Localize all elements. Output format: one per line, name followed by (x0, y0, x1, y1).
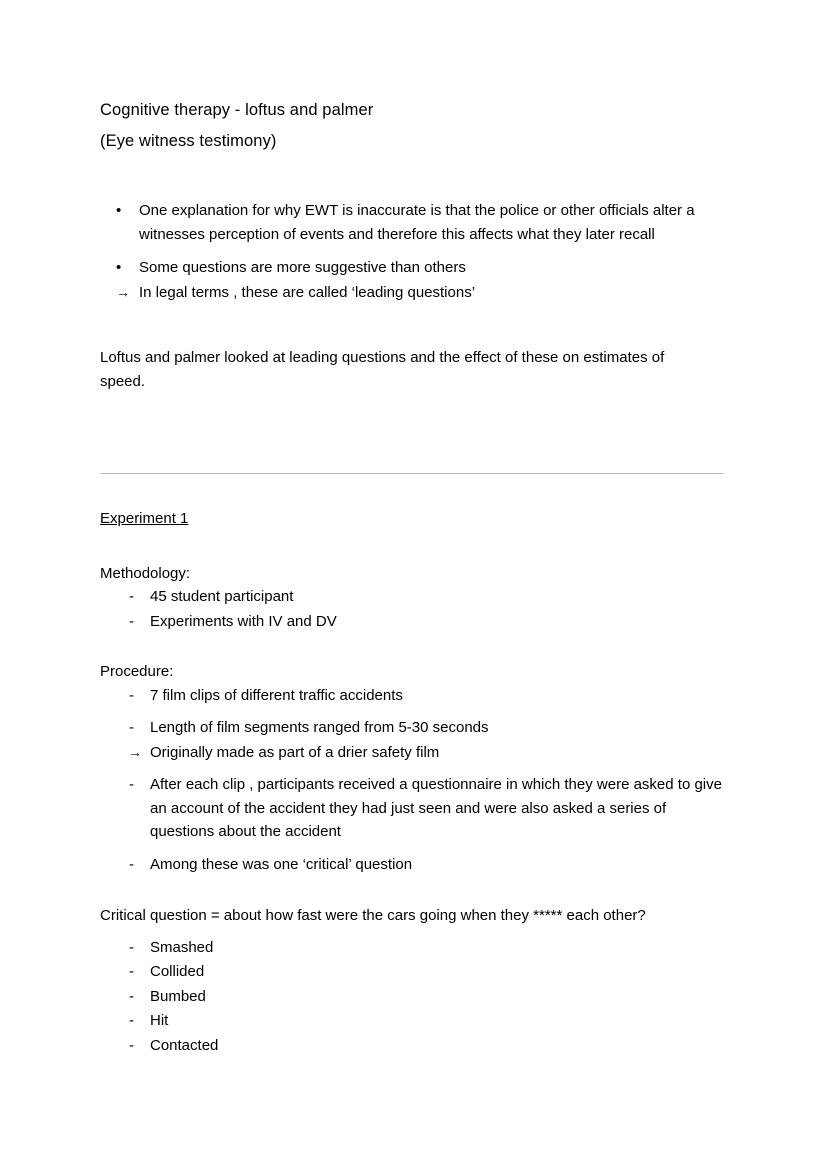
list-item-text: One explanation for why EWT is inaccurate is that the police or other officials alter a witnesses perception of events and therefore this affects what they later recall (139, 202, 695, 243)
spacer (100, 304, 728, 346)
procedure-list (100, 684, 728, 877)
critical-options-list (100, 936, 728, 1058)
list-item-text: Among these was one ‘critical’ question (150, 855, 413, 873)
list-item-text: Experiments with IV and DV (150, 612, 337, 630)
dash-icon: - (129, 855, 134, 873)
spacer (100, 157, 728, 199)
arrow-right-icon: → (128, 743, 142, 760)
spacer (100, 928, 728, 936)
arrow-note-text: In legal terms , these are called ‘leading questions’ (139, 283, 476, 301)
list-item-text: Collided (150, 963, 205, 980)
critical-question: Critical question = about how fast were the cars going when they ***** each other? (100, 907, 646, 924)
dash-icon: - (129, 1012, 134, 1029)
intro-paragraph: Loftus and palmer looked at leading questions and the effect of these on estimates of speed. (100, 349, 665, 390)
intro-arrow-note (100, 281, 728, 305)
list-item-text: Originally made as part of a drier safety film (150, 743, 440, 761)
dash-icon: - (129, 938, 134, 956)
list-item-text: 7 film clips of different traffic accidents (150, 686, 403, 704)
list-item (100, 716, 728, 740)
list-item-text: Hit (150, 1012, 169, 1029)
list-item (100, 1009, 728, 1033)
list-item (100, 585, 728, 609)
list-item (100, 960, 728, 984)
list-item-text: Contacted (150, 1036, 219, 1054)
list-item-text: Bumbed (150, 987, 206, 1005)
bullet-icon: • (116, 259, 122, 276)
list-item (100, 985, 728, 1009)
list-item (100, 684, 728, 708)
page-title: Cognitive therapy - loftus and palmer (100, 101, 374, 119)
dash-icon: - (129, 612, 134, 630)
dash-icon: - (129, 776, 134, 793)
list-item-text: 45 student participant (150, 588, 294, 605)
spacer (100, 531, 728, 562)
spacer (100, 634, 728, 660)
list-item (100, 610, 728, 634)
dash-icon: - (129, 588, 134, 605)
section-heading: Experiment 1 (100, 510, 189, 527)
dash-icon: - (129, 686, 134, 704)
list-item (100, 853, 728, 877)
experiment-heading-wrap (100, 507, 728, 531)
spacer (100, 474, 728, 507)
list-item (100, 199, 728, 246)
methodology-label: Methodology: (100, 564, 191, 582)
page-subtitle: (Eye witness testimony) (100, 132, 277, 150)
list-item-text: Some questions are more suggestive than others (139, 259, 466, 276)
procedure-label: Procedure: (100, 663, 174, 680)
list-item (100, 741, 728, 765)
dash-icon: - (129, 987, 134, 1005)
arrow-right-icon: → (116, 283, 130, 300)
dash-icon: - (129, 963, 134, 980)
list-item-text: Length of film segments ranged from 5-30 seconds (150, 719, 489, 736)
list-item (100, 256, 728, 280)
list-item (100, 936, 728, 960)
spacer (100, 393, 728, 473)
dash-icon: - (129, 1036, 134, 1054)
intro-bullet-list (100, 199, 728, 280)
list-item (100, 773, 728, 844)
dash-icon: - (129, 719, 134, 736)
list-item-text: After each clip , participants received a questionnaire in which they were asked to give an account of the accident they had just seen and were also asked a series of questions about the accident (150, 776, 722, 840)
list-item-text: Smashed (150, 938, 214, 956)
bullet-icon: • (116, 202, 122, 219)
spacer (100, 877, 728, 904)
methodology-list (100, 585, 728, 633)
list-item (100, 1034, 728, 1058)
